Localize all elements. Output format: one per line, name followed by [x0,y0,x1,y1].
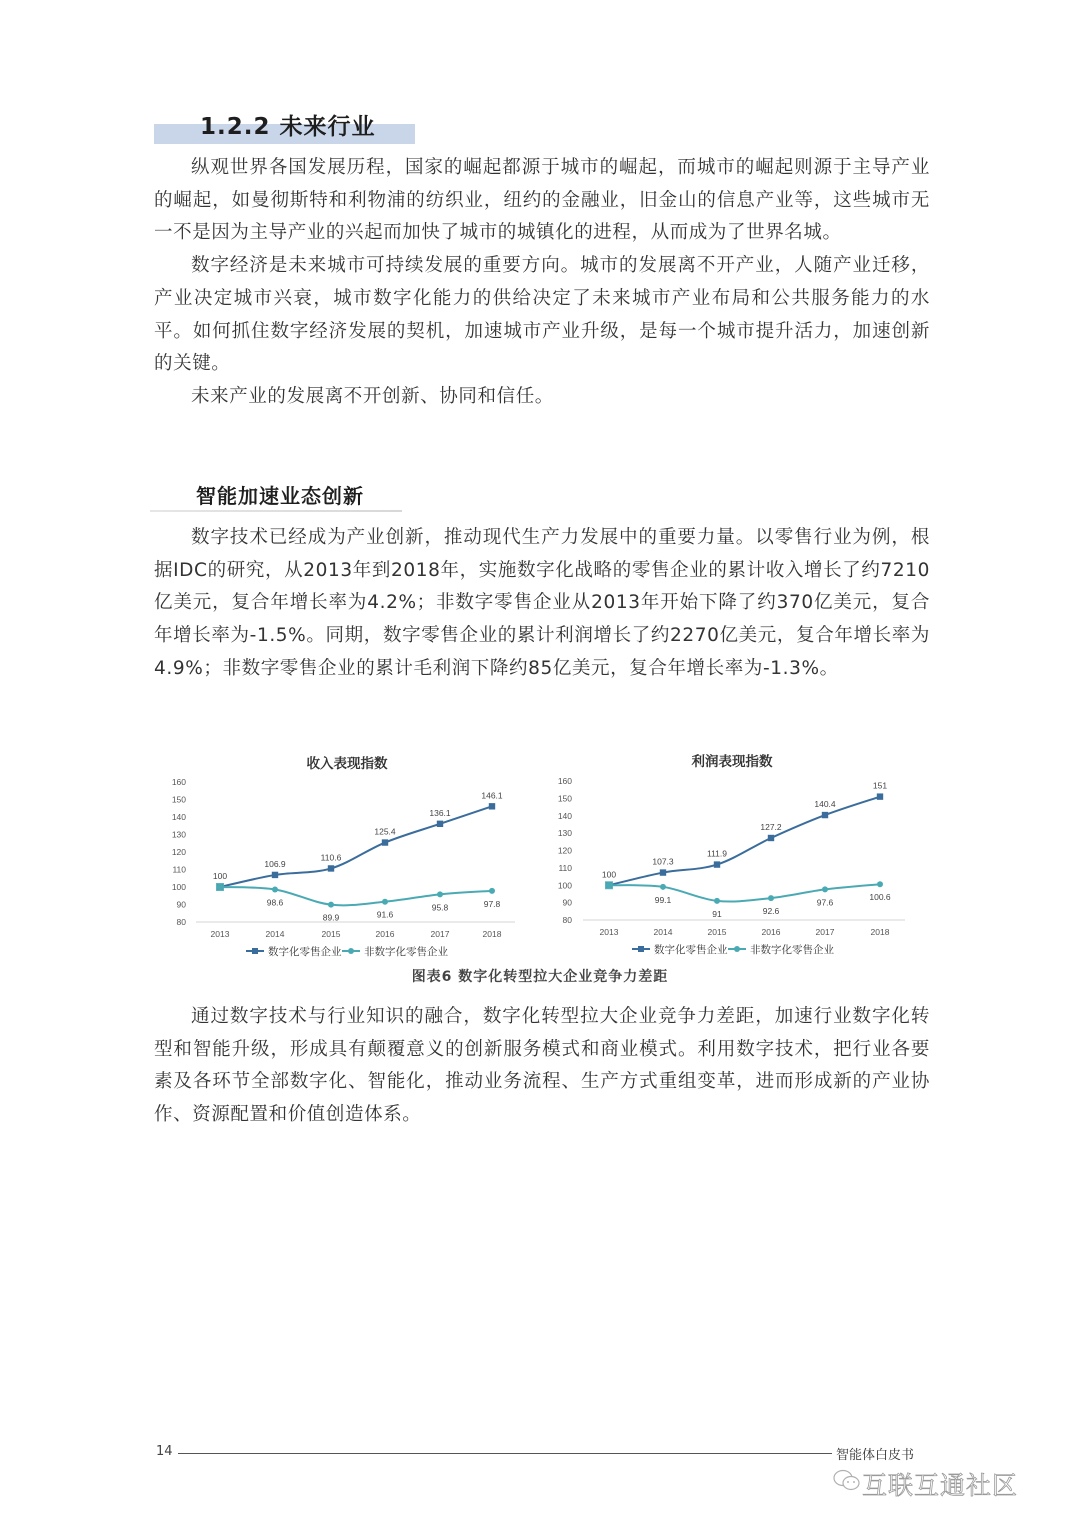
y-tick-label: 120 [171,847,186,857]
data-label: 125.4 [374,826,396,837]
data-label: 140.4 [814,799,836,810]
x-tick-label: 2018 [870,927,890,937]
subsection-title: 智能加速业态创新 [196,484,364,508]
legend-marker-circle [348,948,354,954]
chart-title: 收入表现指数 [306,756,388,772]
data-label: 91 [712,908,722,919]
data-point-non-digital [437,891,443,897]
x-tick-label: 2014 [653,927,673,937]
data-label: 100 [212,871,228,881]
y-tick-label: 140 [171,812,186,822]
y-tick-label: 160 [557,776,572,786]
data-point-digital [822,812,828,818]
series-line-digital [609,797,880,886]
data-point-non-digital [660,884,666,890]
y-tick-label: 150 [171,794,186,805]
paragraph: 通过数字技术与行业知识的融合，数字化转型拉大企业竞争力差距，加速行业数字化转型和智能升级，形成具有颠覆意义的创新服务模式和商业模式。利用数字技术，把行业各要素及各环节全部数字化、智能化，推动业务流程、生产方式重组变革，进而形成新的产业协作、资源配置和价值创造体系。 [154,1006,930,1126]
data-label: 99.1 [654,894,672,905]
y-tick-label: 130 [557,828,572,839]
data-label: 127.2 [760,821,782,832]
legend-marker-square [638,946,644,952]
section-title: 1.2.2 未来行业 [200,114,376,140]
watermark-text: 互联互通社区 [862,1471,1019,1500]
figure-caption: 图表6 数字化转型拉大企业竞争力差距 [411,969,669,985]
legend-label: 非数字化零售企业 [750,944,834,956]
y-tick-label: 140 [557,810,572,821]
x-tick-label: 2017 [815,927,835,937]
legend-label: 数字化零售企业 [654,944,728,956]
y-tick-label: 130 [171,829,186,840]
y-tick-label: 150 [557,793,572,804]
y-tick-label: 100 [557,880,572,891]
x-tick-label: 2013 [210,929,230,939]
data-point-non-digital [877,881,883,887]
data-label: 92.6 [762,906,780,917]
data-label: 97.6 [816,897,834,908]
data-point-non-digital [822,886,828,892]
legend-label: 数字化零售企业 [268,946,342,958]
data-point-non-digital [272,886,278,892]
x-tick-label: 2015 [707,927,727,937]
data-label: 100 [601,869,617,880]
data-label: 107.3 [652,856,674,867]
data-point-2013-overlap [216,883,224,891]
series-line-non-digital [609,884,880,901]
y-tick-label: 90 [562,897,572,908]
data-point-digital [660,869,666,875]
paragraph: 纵观世界各国发展历程，国家的崛起都源于城市的崛起，而城市的崛起则源于主导产业的崛起，如曼彻斯特和利物浦的纺织业，纽约的金融业，旧金山的信息产业等，这些城市无一不是因为主导产业的兴起而加快了城市的城镇化的进程，从而成为了世界名城。 [154,157,930,244]
data-point-digital [877,793,883,799]
data-point-non-digital [768,895,774,901]
data-label: 98.6 [266,897,284,908]
y-tick-label: 90 [176,899,186,910]
data-point-non-digital [382,899,388,905]
data-label: 110.6 [320,852,342,863]
data-point-digital [272,872,278,878]
x-tick-label: 2018 [482,929,502,939]
x-tick-label: 2014 [265,929,285,939]
data-label: 89.9 [322,912,340,923]
data-point-digital [328,865,334,871]
data-point-non-digital [489,888,495,894]
x-tick-label: 2016 [375,929,395,939]
x-tick-label: 2016 [761,927,781,937]
data-point-digital [382,839,388,845]
data-label: 91.6 [376,909,394,920]
y-tick-label: 80 [562,915,572,925]
legend-marker-circle [734,946,740,952]
series-line-digital [220,806,492,887]
legend-label: 非数字化零售企业 [364,946,448,958]
data-point-digital [768,835,774,841]
y-tick-label: 160 [171,777,186,787]
page-number: 14 [156,1444,173,1459]
footer-doc-title: 智能体白皮书 [836,1448,915,1463]
data-label: 111.9 [706,848,728,859]
data-point-digital [714,861,720,867]
x-tick-label: 2017 [430,929,450,939]
paragraph: 未来产业的发展离不开创新、协同和信任。 [191,385,554,407]
paragraph: 数字技术已经成为产业创新，推动现代生产力发展中的重要力量。以零售行业为例，根据IDC的研究，从2013年到2018年，实施数字化战略的零售企业的累计收入增长了约7210亿美元，复合年增长率为4.2%；非数字零售企业从2013年开始下降了约370亿美元，复合年增长率为-1.5%。同期，数字零售企业的累计利润增长了约2270亿美元，复合年增长率为4.9%；非数字零售企业的累计毛利润下降约85亿美元，复合年增长率为-1.3%。 [154,527,930,679]
x-tick-label: 2013 [599,927,619,937]
legend-marker-square [252,948,258,954]
data-label: 97.8 [483,898,501,909]
y-tick-label: 120 [557,845,572,856]
data-point-digital [437,821,443,827]
wechat-icon [832,1468,862,1494]
y-tick-label: 100 [171,882,186,892]
data-label: 100.6 [869,892,891,903]
data-point-2013-overlap [605,881,613,889]
x-tick-label: 2015 [321,929,341,939]
chart-title: 利润表现指数 [691,754,773,770]
data-label: 136.1 [429,807,451,818]
data-label: 106.9 [264,858,286,869]
data-point-non-digital [328,902,334,908]
data-point-digital [489,803,495,809]
y-tick-label: 110 [558,862,572,873]
data-label: 151 [872,780,888,791]
data-point-non-digital [714,898,720,904]
body-text-block-c [154,1001,930,1132]
y-tick-label: 110 [172,864,186,875]
data-label: 146.1 [481,790,503,801]
data-label: 95.8 [431,902,449,913]
paragraph: 数字经济是未来城市可持续发展的重要方向。城市的发展离不开产业，人随产业迁移，产业决定城市兴衰，城市数字化能力的供给决定了未来城市产业布局和公共服务能力的水平。如何抓住数字经济发展的契机，加速城市产业升级，是每一个城市提升活力，加速创新的关键。 [154,255,930,375]
footer-rule [178,1453,832,1454]
y-tick-label: 80 [176,917,186,927]
